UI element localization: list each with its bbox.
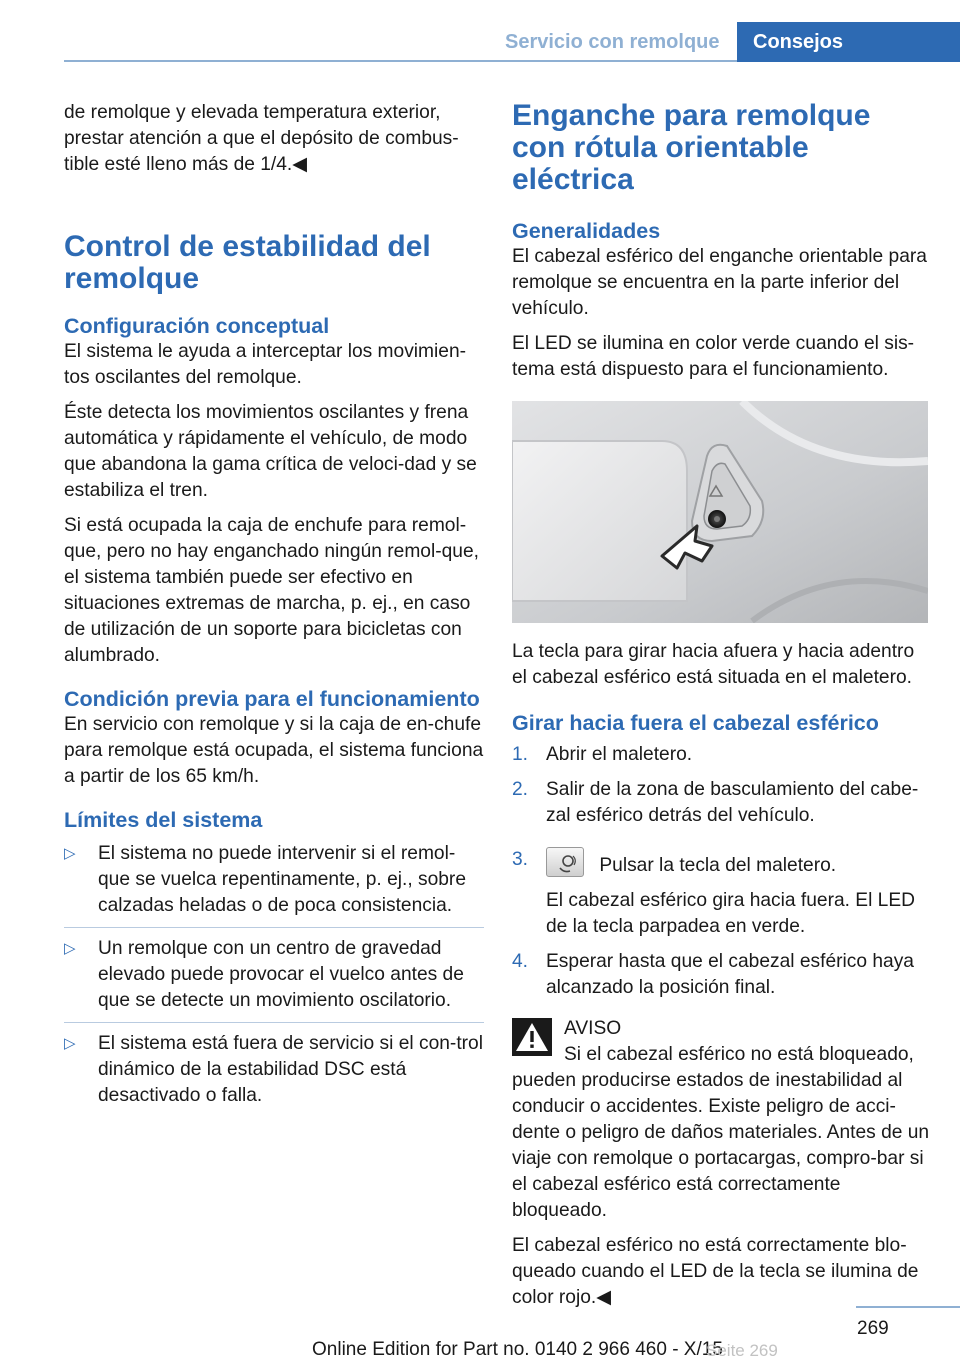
triangle-bullet-icon: ▷: [64, 940, 76, 957]
intro-paragraph: de remolque y elevada temperatura exterior, prestar atención a que el depósito de combus‐tible esté lleno más de 1/4.◀: [64, 102, 459, 175]
trunk-hitch-button-icon: [546, 847, 584, 877]
trunk-button-photo: [512, 401, 928, 623]
step-text: Abrir el maletero.: [546, 744, 693, 765]
warning-block: [512, 1016, 930, 1042]
step-subtext: El cabezal esférico gira hacia fuera. El LED de la tecla parpadea en verde.: [546, 890, 916, 937]
left-column: [64, 100, 484, 1118]
subheading-system-limits: Límites del sistema: [64, 808, 263, 832]
photo-caption: La tecla para girar hacia afuera y hacia adentro el cabezal esférico está situada en el maletero.: [512, 641, 915, 688]
subheading-general: Generalidades: [512, 219, 661, 243]
paragraph: Si está ocupada la caja de enchufe para remol‐que, pero no hay enganchado ningún remol‐que, el sistema también puede ser efectivo en situaciones extremas de marcha, p. ej., en caso de utilización de un soporte para bicicletas con alumbrado.: [64, 515, 479, 666]
footer-edition: Online Edition for Part no. 0140 2 966 460 - X/15: [312, 1339, 723, 1360]
divider: [64, 1022, 484, 1023]
list-item-text: El sistema está fuera de servicio si el con‐trol dinámico de la estabilidad DSC está desactivado o falla.: [98, 1033, 483, 1106]
step-number: 4.: [512, 951, 529, 972]
subheading-swing-out: Girar hacia fuera el cabezal esférico: [512, 711, 879, 735]
step-item: [512, 949, 930, 1001]
list-item: [64, 841, 484, 927]
triangle-bullet-icon: ▷: [64, 1035, 76, 1052]
warning-triangle-icon: [512, 1018, 552, 1056]
divider: [64, 927, 484, 928]
paragraph: El cabezal esférico no está correctamente blo‐queado cuando el LED de la tecla se ilumina de color rojo.◀: [512, 1235, 919, 1308]
paragraph: En servicio con remolque y si la caja de en‐chufe para remolque está ocupada, el sistema funciona a partir de los 65 km/h.: [64, 714, 484, 787]
limits-list: [64, 841, 484, 1109]
step-item: [512, 777, 930, 829]
subheading-precondition: Condición previa para el funcionamiento: [64, 687, 480, 711]
step-number: 1.: [512, 744, 529, 765]
header-chapter-tab: Consejos: [737, 22, 960, 62]
footer-rule: [856, 1306, 960, 1308]
header-section: Servicio con remolque: [505, 31, 720, 53]
subheading-concept: Configuración conceptual: [64, 314, 330, 338]
step-text: Pulsar la tecla del maletero.: [599, 855, 837, 876]
warning-text: Si el cabezal esférico no está bloqueado, pueden producirse estados de inestabilidad al conducir o accidentes. Existe peligro de acci‐dente o peligro de daños materiales. Antes de un viaje con remolque o portacargas, compro‐bar si el cabezal esférico está correctamente bloqueado.: [512, 1044, 930, 1221]
paragraph: El LED se ilumina en color verde cuando el sis‐tema está dispuesto para el funcionamiento.: [512, 333, 915, 380]
list-item: [64, 1031, 484, 1109]
heading-trailer-stability: Control de estabilidad del remolque: [64, 230, 431, 295]
paragraph: Éste detecta los movimientos oscilantes y frena automática y rápidamente el vehículo, de modo que abandona la gama crítica de veloci‐dad y se estabiliza el tren.: [64, 402, 477, 501]
step-text: Salir de la zona de basculamiento del cabe‐zal esférico detrás del vehículo.: [546, 779, 919, 826]
step-number: 3.: [512, 849, 529, 870]
trunk-panel-illustration: [512, 401, 928, 623]
list-item-text: El sistema no puede intervenir si el remol‐que se vuelca repentinamente, p. ej., sobre calzadas heladas o de poca consistencia.: [98, 843, 466, 916]
step-number: 2.: [512, 779, 529, 800]
paragraph: El sistema le ayuda a interceptar los movimien‐tos oscilantes del remolque.: [64, 341, 467, 388]
steps-list: [512, 742, 930, 1001]
page-number: 269: [857, 1318, 889, 1339]
step-item: [512, 847, 930, 940]
heading-tow-hitch: Enganche para remolque con rótula orientable eléctrica: [512, 99, 871, 196]
list-item-text: Un remolque con un centro de gravedad elevado puede provocar el vuelco antes de que se detecte un movimiento oscilatorio.: [98, 938, 464, 1011]
footer-watermark: Seite 269: [706, 1341, 778, 1360]
triangle-bullet-icon: ▷: [64, 845, 76, 862]
right-column: [512, 100, 930, 1320]
step-text: Esperar hasta que el cabezal esférico haya alcanzado la posición final.: [546, 951, 914, 998]
paragraph: El cabezal esférico del enganche orientable para remolque se encuentra en la parte inferior del vehículo.: [512, 246, 927, 319]
list-item: [64, 936, 484, 1022]
step-item: [512, 742, 930, 768]
warning-title: AVISO: [564, 1018, 622, 1039]
